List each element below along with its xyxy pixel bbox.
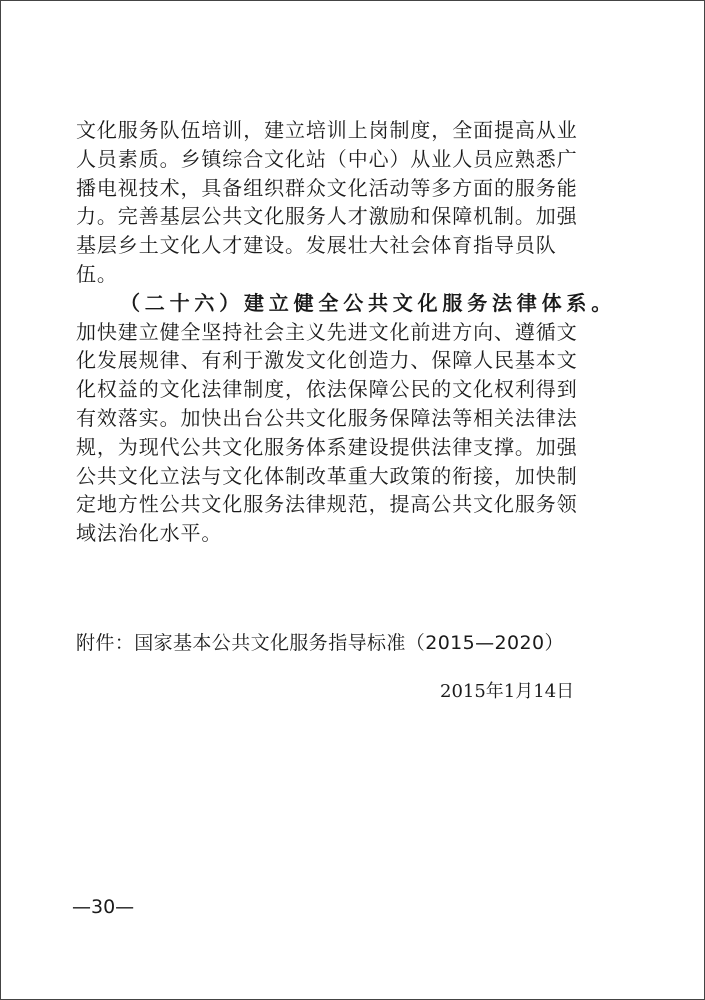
body-line: 伍。 [76,261,118,286]
document-body [76,116,624,548]
body-line: 基层乡土文化人才建设。发展壮大社会体育指导员队 [76,233,557,258]
body-line: 化权益的文化法律制度，依法保障公民的文化权利得到 [76,377,578,402]
section-heading: （二十六）建立健全公共文化服务法律体系。 [120,290,616,315]
body-line: 人员素质。乡镇综合文化站（中心）从业人员应熟悉广 [76,146,578,171]
attachment-note: 附件：国家基本公共文化服务指导标准（2015—2020） [76,632,564,654]
body-line: 定地方性公共文化服务法律规范，提高公共文化服务领 [76,492,578,517]
body-line: 公共文化立法与文化体制改革重大政策的衔接，加快制 [76,463,578,488]
body-line: 有效落实。加快出台公共文化服务保障法等相关法律法 [76,405,578,430]
body-line: 域法治化水平。 [76,521,223,546]
body-line: 播电视技术，具备组织群众文化活动等多方面的服务能 [76,175,578,200]
document-date: 2015年1月14日 [440,681,575,702]
body-line: 加快建立健全坚持社会主义先进文化前进方向、遵循文 [76,319,578,344]
body-line: 力。完善基层公共文化服务人才激励和保障机制。加强 [76,204,578,229]
body-line: 规，为现代公共文化服务体系建设提供法律支撑。加强 [76,434,578,459]
page-number: —30— [72,896,135,918]
body-line: 文化服务队伍培训，建立培训上岗制度，全面提高从业 [76,118,578,142]
body-line: 化发展规律、有利于激发文化创造力、保障人民基本文 [76,348,578,373]
